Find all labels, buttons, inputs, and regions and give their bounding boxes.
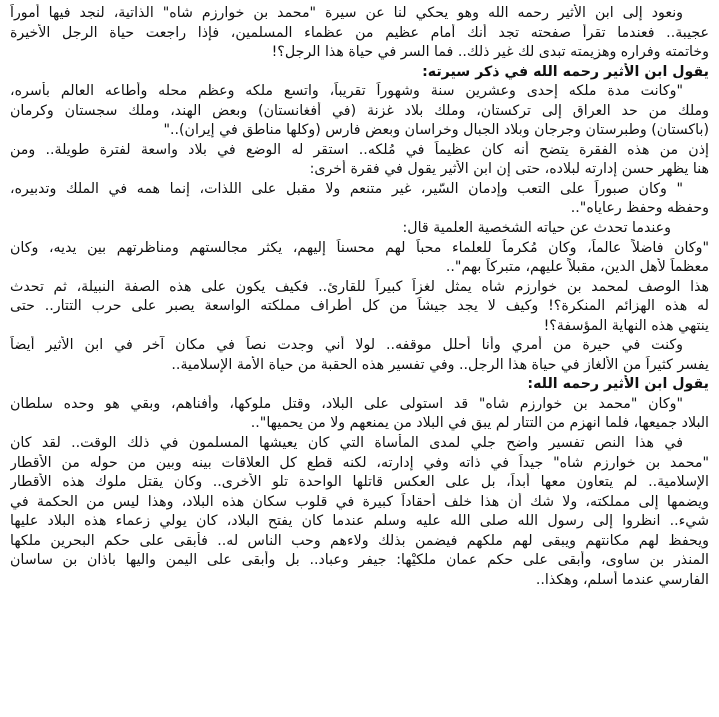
text-line-4: يقول ابن الأثير رحمه الله في ذكر سيرته: <box>422 63 709 80</box>
text-line-1: ونعود إلى ابن الأثير رحمه الله وهو يحكي لنا عن سيرة "محمد بن خوارزم شاه" الذاتية، لنجد فيها أموراً <box>10 5 683 21</box>
quote-line-6: "وكان فاضلاً عالماً، وكان مُكرماً للعلماء محباً لهم محسناً إليهم، يكثر مجالستهم ومناظرتهم بين يديه، وكان <box>10 239 709 256</box>
text-line-18: شيء.. انظروا إلى رسول الله صلى الله عليه وسلم عندما كان يفتح البلاد، كان يولي زعماء هذه البلاد عليها <box>10 513 709 530</box>
text-line-8: هذا الوصف لمحمد بن خوارزم شاه يمثل لغزاً كبيراً للقارئ.. فكيف يكون على هذه الصفة النبيلة، ثم تحدث <box>10 278 709 295</box>
text-line-11: وكنت في حيرة من أمري وأنا أحلل موقفه.. لولا أني وجدت نصاً في مكان آخر في ابن الأثير أيضاً <box>10 337 683 354</box>
quote-line-4: " وكان صبوراً على التعب وإدمان السّير، غير متنعم ولا مقبل على اللذات، إنما همه في الملك وتدبيره، <box>10 180 683 197</box>
text-line-20: المنذر بن ساوى، وأبقى على حكم عمان ملكيْها: جيفر وعباد.. بل وأبقى على اليمن واليها باذان بن ساسان <box>10 552 709 569</box>
text-line-2: عجيبة.. فعندما تقرأ صفحته تجد أنك أمام عظيم من عظماء المسلمين، فإذا راجعت حياة الرجل الأخيرة <box>10 24 709 41</box>
text-line-12: يفسر كثيراً من الألغاز في حياة هذا الرجل.. وفي تفسير هذه الحقبة من حياة الأمة الإسلامية.. <box>171 356 709 373</box>
text-line-19: ويحفظ لهم مكانتهم ويبقى لهم ملكهم فيضمن بذلك ولاءهم وحب الناس له.. فأبقى على حكم البحرين ملكها <box>10 532 709 549</box>
text-line-15: "محمد بن خوارزم شاه" جيداً في ذاته وفي إدارته، لكنه قطع كل العلاقات بينه وبين من حوله من الأقطار <box>10 454 709 471</box>
quote-line-8: "وكان "محمد بن خوارزم شاه" قد استولى على البلاد، وقتل ملوكها، وأفناهم، وبقي هو وحده سلطان <box>10 395 683 412</box>
text-line-16: الإسلامية.. لم يتعاون معها أبداً، بل على العكس قاتلها الواحدة تلو الأخرى.. وكان يقتل ملوك هذه الأقطار <box>10 474 709 491</box>
quote-line-5: وحفظه وحفظ رعاياه".. <box>570 200 709 217</box>
text-line-21: الفارسي عندما أسلم، وهكذا.. <box>535 571 709 588</box>
text-line-9: له هذه الهزائم المنكرة؟! وكيف لا يجد جيشاً من كل أطراف مملكته الواسعة يصبر على حرب التتار.. حتى <box>10 298 709 315</box>
quote-line-1: "وكانت مدة ملكه إحدى وعشرين سنة وشهوراً تقريباً، واتسع ملكه وعظم محله وأطاعه العالم بأسره، <box>10 83 683 100</box>
text-line-17: ويضمها إلى مملكته، ولا شك أن هذا خلف أحقاداً كبيرة في قلوب سكان هذه البلاد، وهذا ليس من الحكمة في <box>10 493 709 510</box>
text-line-14: في هذا النص تفسير واضح جلي لمدى المأساة التي كان يعيشها المسلمون في ذلك الوقت.. لقد كان <box>10 435 683 452</box>
text-line-13: يقول ابن الأثير رحمه الله: <box>527 376 709 393</box>
text-line-3: وخاتمته وفراره وهزيمته تبدى لك غير ذلك.. فما السر في حياة هذا الرجل؟! <box>271 44 709 61</box>
quote-line-3: (باكستان) وطبرستان وجرجان وبلاد الجبال وخراسان وبعض فارس (وكلها مناطق في إيران).." <box>163 122 709 139</box>
quote-line-2: وملك من حد العراق إلى تركستان، وملك بلاد غزنة (في أفغانستان) وبعض الهند، وملك سجستان وكرمان <box>10 102 709 119</box>
quote-line-7: معظماً لأهل الدين، مقبلاً عليهم، متبركاً بهم".. <box>445 259 709 276</box>
text-line-6: هنا يظهر حسن إدارته لبلاده، حتى إن ابن الأثير يقول في فقرة أخرى: <box>309 161 709 178</box>
text-line-10: ينتهي هذه النهاية المؤسفة؟! <box>543 317 709 334</box>
text-line-7: وعندما تحدث عن حياته الشخصية العلمية قال: <box>402 220 671 237</box>
quote-line-9: البلاد جميعها، فلما انهزم من التتار لم يبق في البلاد من يمنعهم ولا من يحميها".. <box>250 415 709 432</box>
text-line-5: إذن من هذه الفقرة يتضح أنه كان عظيماً في مُلكه.. استقر له الوضع في بلاد واسعة لفترة طويلة.. ومن <box>10 141 709 158</box>
